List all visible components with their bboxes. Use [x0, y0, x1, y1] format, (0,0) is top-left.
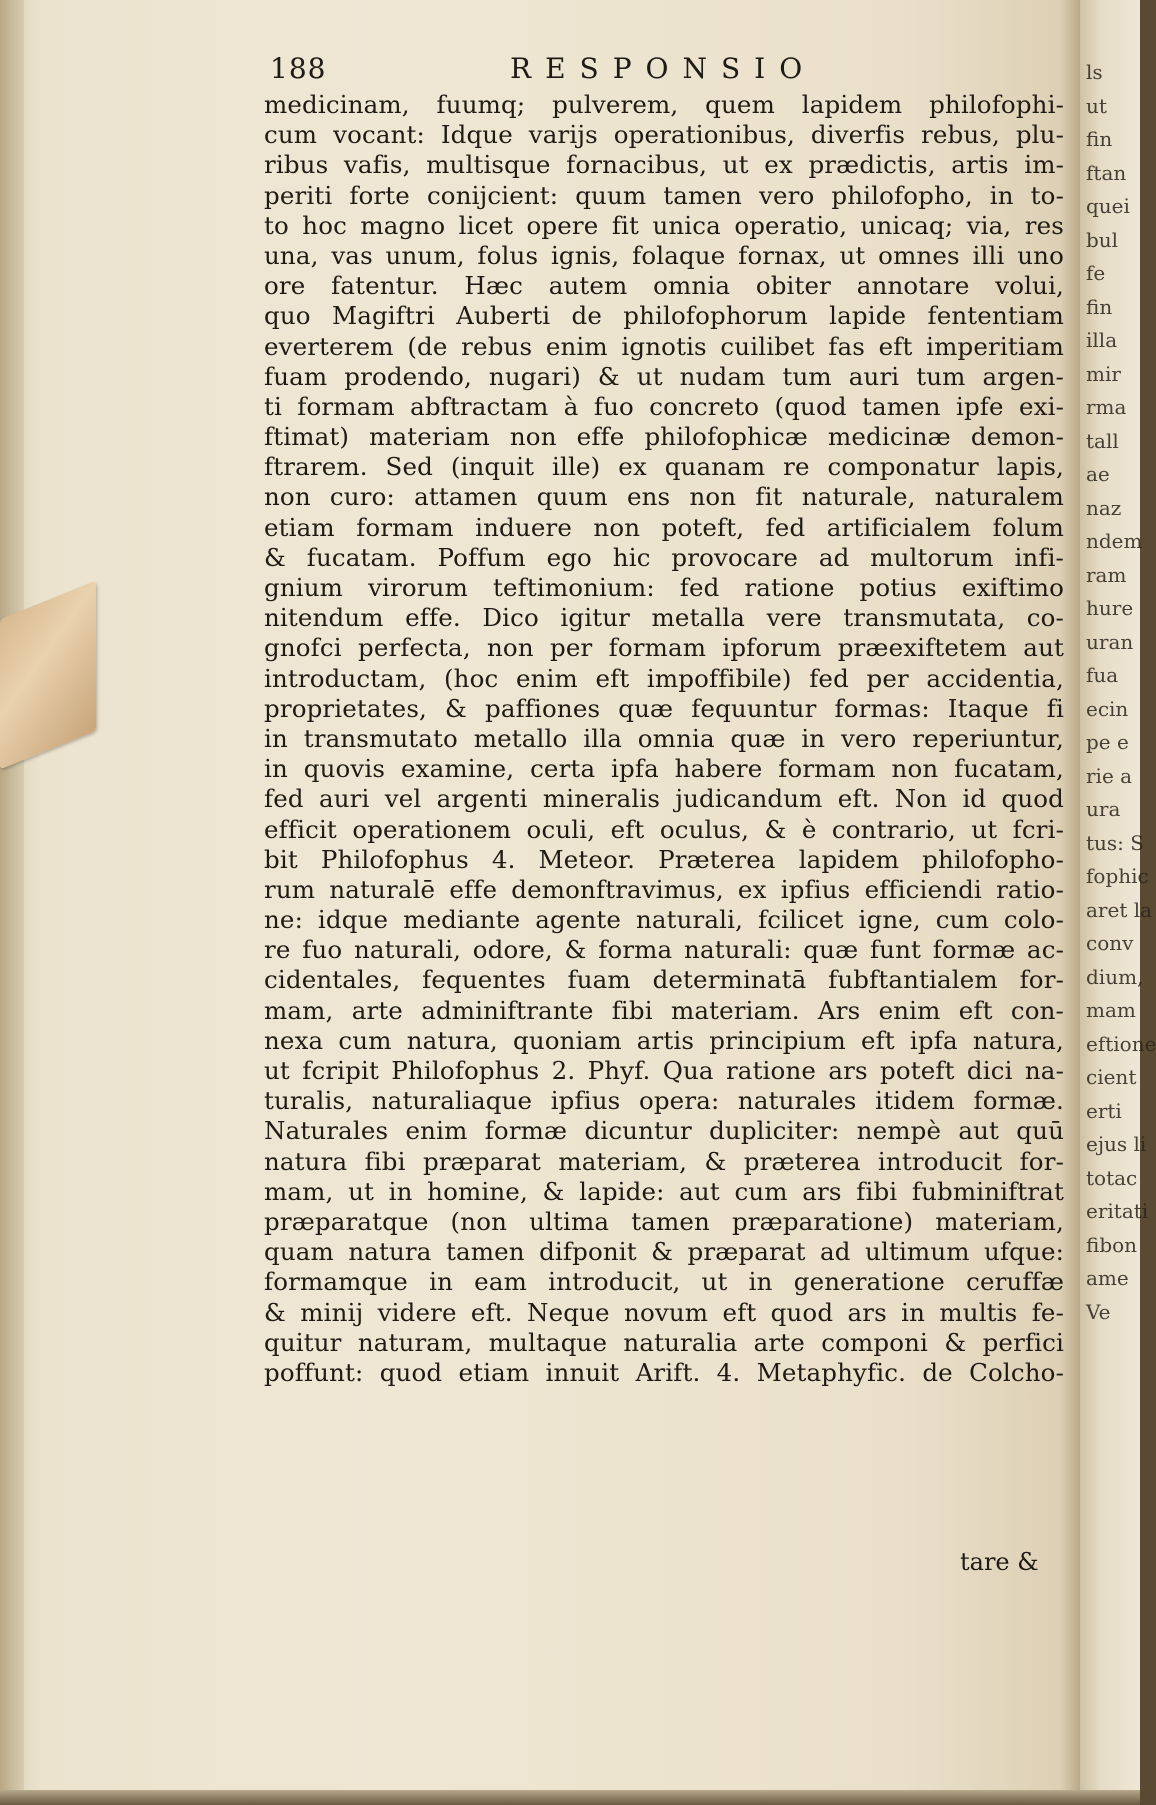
text-line: cum vocant: Idque varijs operationibus, diverfis rebus, plu-	[264, 120, 1064, 150]
facing-page-fragment: mam	[1086, 998, 1136, 1022]
facing-page-fragment: ecin	[1086, 696, 1129, 721]
facing-page-fragment: ura	[1086, 797, 1121, 821]
facing-page-fragment: tus: S	[1086, 830, 1144, 855]
facing-page-fragment: quei	[1086, 194, 1130, 218]
page-header	[270, 52, 1050, 92]
text-line: in transmutato metallo illa omnia quæ in vero reperiuntur,	[264, 723, 1064, 753]
facing-page-fragment: rie a	[1086, 763, 1133, 788]
text-line: ore fatentur. Hæc autem omnia obiter annotare volui,	[264, 271, 1064, 301]
text-line: etiam formam induere non poteft, fed artificialem folum	[264, 512, 1064, 542]
text-line: quitur naturam, multaque naturalia arte componi & perfici	[264, 1327, 1064, 1357]
text-line: mam, arte adminiftrante fibi materiam. Ars enim eft con-	[264, 995, 1064, 1025]
facing-page-fragment: conv	[1086, 931, 1134, 955]
facing-page-fragment: fe	[1086, 261, 1106, 285]
facing-page-fragment: uran	[1086, 629, 1134, 654]
facing-page-fragment: tall	[1086, 428, 1119, 453]
text-line: ne: idque mediante agente naturali, fcilicet igne, cum colo-	[264, 905, 1064, 935]
catchword: tare &	[960, 1548, 1039, 1576]
text-line: rum naturalē effe demonftravimus, ex ipfius efficiendi ratio-	[264, 874, 1064, 904]
text-line: re fuo naturali, odore, & forma naturali: quæ funt formæ ac-	[264, 935, 1064, 965]
book-bottom-edge	[0, 1790, 1140, 1805]
facing-page-fragment: illa	[1086, 328, 1118, 352]
text-line: Naturales enim formæ dicuntur dupliciter: nempè aut quū	[264, 1116, 1064, 1146]
facing-page-fragment: ejus li	[1086, 1132, 1147, 1156]
text-line: periti forte conijcient: quum tamen vero philofopho, in to-	[264, 180, 1064, 210]
text-line: ut fcripit Philofophus 2. Phyf. Qua ratione ars poteft dici na-	[264, 1056, 1064, 1085]
facing-page-fragment: hure	[1086, 596, 1134, 620]
facing-page-fragment: pe e	[1086, 730, 1129, 754]
facing-page-fragment: bul	[1086, 227, 1119, 252]
running-head: RESPONSIO	[510, 52, 817, 85]
facing-page-fragment: fua	[1086, 663, 1119, 687]
text-line: cidentales, fequentes fuam determinatā fubftantialem for-	[264, 965, 1064, 995]
facing-page-fragment: cient	[1086, 1065, 1137, 1089]
body-text	[264, 90, 1064, 1388]
facing-page-fragment: dium,	[1086, 964, 1144, 989]
text-line: & fucatam. Poffum ego hic provocare ad multorum infi-	[264, 542, 1064, 572]
text-line: mam, ut in homine, & lapide: aut cum ars fibi fubminiftrat	[264, 1176, 1064, 1206]
text-line: in quovis examine, certa ipfa habere formam non fucatam,	[264, 754, 1064, 784]
text-line: & minij videre eft. Neque novum eft quod ars in multis fe-	[264, 1297, 1064, 1327]
text-line: everterem (de rebus enim ignotis cuilibet fas eft imperitiam	[264, 331, 1064, 361]
facing-page-fragment: erti	[1086, 1098, 1122, 1123]
facing-page-fragment: naz	[1086, 495, 1122, 520]
facing-page-fragment: ram	[1086, 562, 1127, 587]
text-line: introductam, (hoc enim eft impoffibile) fed per accidentia,	[264, 663, 1064, 693]
text-line: ftimat) materiam non effe philofophicæ medicinæ demon-	[264, 422, 1064, 452]
facing-page-fragment: fin	[1086, 294, 1113, 319]
text-line: natura fibi præparat materiam, & præterea introducit for-	[264, 1146, 1064, 1176]
text-line: efficit operationem oculi, eft oculus, & è contrario, ut fcri-	[264, 814, 1064, 844]
facing-page-fragment: ndem	[1086, 529, 1143, 553]
text-line: medicinam, fuumq; pulverem, quem lapidem philofophi-	[264, 90, 1064, 119]
text-line: nexa cum natura, quoniam artis principium eft ipfa natura,	[264, 1025, 1064, 1055]
page-gutter	[0, 0, 24, 1805]
facing-page-fragment: ls	[1086, 60, 1103, 84]
text-line: proprietates, & paffiones quæ fequuntur formas: Itaque fi	[264, 693, 1064, 723]
text-line: præparatque (non ultima tamen præparatione) materiam,	[264, 1206, 1064, 1236]
text-line: bit Philofophus 4. Meteor. Præterea lapidem philofopho-	[264, 844, 1064, 874]
text-line: ftrarem. Sed (inquit ille) ex quanam re componatur lapis,	[264, 452, 1064, 482]
text-line: quam natura tamen difponit & præparat ad ultimum ufque:	[264, 1237, 1064, 1267]
text-line: poffunt: quod etiam innuit Arift. 4. Metaphyfic. de Colcho-	[264, 1357, 1064, 1387]
text-line: formamque in eam introducit, ut in generatione ceruffæ	[264, 1267, 1064, 1297]
text-line: fuam prodendo, nugari) & ut nudam tum auri tum argen-	[264, 361, 1064, 391]
facing-page-fragment: eftione	[1086, 1031, 1156, 1056]
text-line: to hoc magno licet opere fit unica operatio, unicaq; via, res	[264, 210, 1064, 240]
facing-page-fragment: aret la	[1086, 897, 1153, 922]
facing-page-fragment: ame	[1086, 1266, 1129, 1290]
text-line: una, vas unum, folus ignis, folaque fornax, ut omnes illi uno	[264, 240, 1064, 270]
text-line: non curo: attamen quum ens non fit naturale, naturalem	[264, 482, 1064, 512]
facing-page-fragment: ae	[1086, 462, 1110, 486]
text-line: quo Magiftri Auberti de philofophorum lapide fententiam	[264, 301, 1064, 331]
facing-page-fragment: totac	[1086, 1165, 1138, 1190]
text-line: gnium virorum teftimonium: fed ratione potius exiftimo	[264, 573, 1064, 602]
text-line: gnofci perfecta, non per formam ipforum præexiftetem aut	[264, 633, 1064, 663]
facing-page-edge	[1080, 0, 1156, 1805]
facing-page-fragment: fophic	[1086, 864, 1149, 888]
text-line: nitendum effe. Dico igitur metalla vere transmutata, co-	[264, 603, 1064, 633]
text-line: ti formam abftractam à fuo concreto (quod tamen ipfe exi-	[264, 391, 1064, 421]
facing-page-fragment: fibon	[1086, 1232, 1138, 1257]
facing-page-fragment: mir	[1086, 361, 1121, 386]
facing-page-fragment: ut	[1086, 93, 1107, 118]
page-number: 188	[270, 52, 327, 85]
text-line: ribus vafis, multisque fornacibus, ut ex prædictis, artis im-	[264, 150, 1064, 180]
facing-page-fragment: fin	[1086, 127, 1113, 151]
facing-page-fragment: ftan	[1086, 160, 1127, 185]
text-line: fed auri vel argenti mineralis judicandum eft. Non id quod	[264, 784, 1064, 814]
facing-page-fragment: eritati	[1086, 1199, 1149, 1223]
facing-page-fragment: rma	[1086, 395, 1127, 419]
text-line: turalis, naturaliaque ipfius opera: naturales itidem formæ.	[264, 1086, 1064, 1116]
facing-page-fragment: Ve	[1086, 1299, 1111, 1324]
